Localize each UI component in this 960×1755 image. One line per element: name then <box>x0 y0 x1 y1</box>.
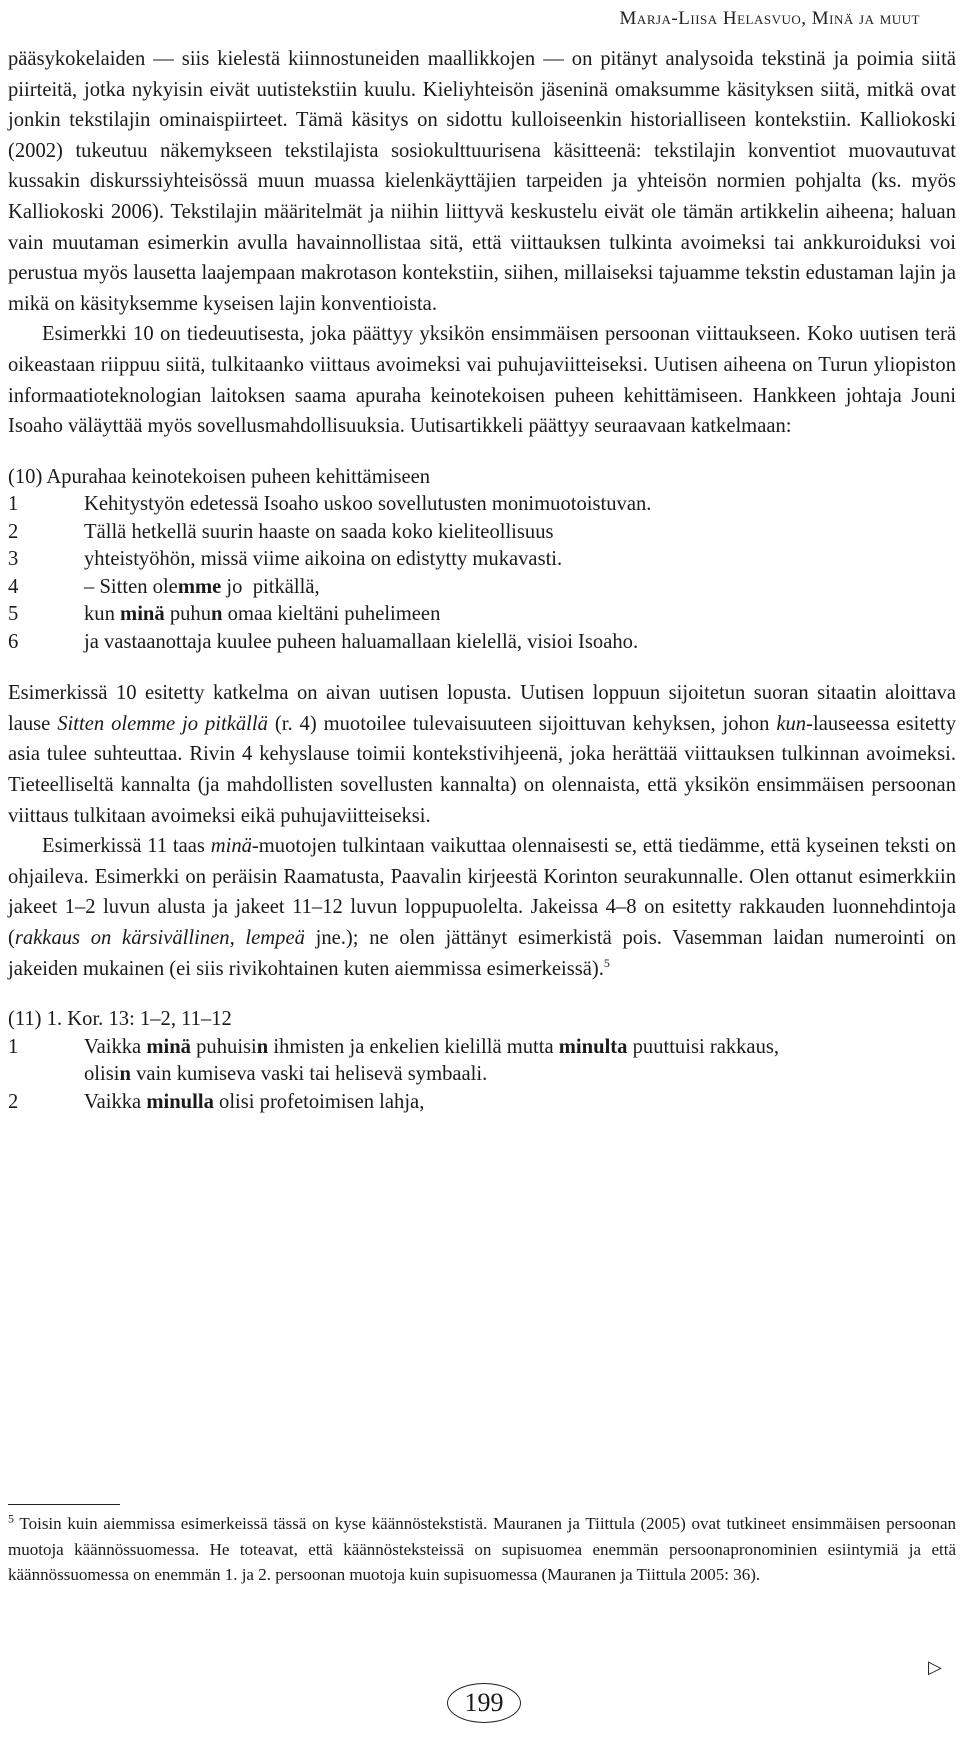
line-text <box>84 1089 956 1117</box>
text-segment: ihmisten ja enkelien kielillä mutta <box>268 1035 559 1058</box>
text-segment: omaa kieltäni puhelimeen <box>222 603 441 626</box>
example-line-continuation <box>8 1061 956 1089</box>
text-segment: puhu <box>164 603 212 626</box>
text-segment: (r. 4) muotoilee tulevaisuuteen sijoittuvan kehyksen, johon <box>267 712 777 735</box>
text-segment: Vaikka <box>84 1035 147 1058</box>
italic-segment: kun <box>776 712 807 735</box>
example-11-title: (11) 1. Kor. 13: 1–2, 11–12 <box>8 1008 232 1031</box>
italic-segment: rakkaus on kärsivällinen, lempeä <box>14 926 305 949</box>
line-text: Tällä hetkellä suurin haaste on saada koko kieliteollisuus <box>84 520 554 543</box>
line-text <box>84 601 956 629</box>
example-line <box>8 629 956 657</box>
text-segment: -lauseessa esitetty asia tulee suhteuttaa. Rivin 4 kehyslause toimii kontekstivihjeenä, joka herättää viittauksen tulkinnan avoimeksi. Tieteelliseltä kannalta (ja mahdollisten sovellusten kannalta) on olennaista, että yksikön ensimmäisen persoonan viittaus tulkitaan avoimeksi eikä puhujaviitteiseksi. <box>8 712 957 827</box>
line-text: Kehitystyön edetessä Isoaho uskoo sovellutusten monimuotoistuvan. <box>84 493 652 516</box>
paragraph-3 <box>8 678 956 831</box>
next-page-arrow-icon[interactable]: ▷ <box>928 1657 942 1677</box>
bold-segment: n <box>256 1035 269 1058</box>
line-number: 4 <box>8 575 19 598</box>
footnote-reference[interactable]: 5 <box>603 955 610 970</box>
italic-segment: minä <box>210 835 252 858</box>
line-text: yhteistyöhön, missä viime aikoina on edistytty mukavasti. <box>84 548 563 571</box>
example-line <box>8 519 956 547</box>
example-line <box>8 601 956 629</box>
example-line <box>8 1034 956 1062</box>
bold-segment: minä <box>120 603 165 626</box>
italic-segment: Sitten olemme jo pitkällä <box>57 712 268 735</box>
example-11 <box>8 1006 956 1116</box>
line-number: 3 <box>8 548 19 571</box>
text-segment: puhuisi <box>190 1035 257 1058</box>
text-segment: olisi profetoimisen lahja, <box>213 1090 425 1113</box>
footnote-text: Toisin kuin aiemmissa esimerkeissä tässä on kyse käännöstekstistä. Mauranen ja Tiittula (2005) ovat tutkineet ensimmäisen persoonan muotoja käännössuomessa. He toteavat, että käännösteksteissä on supisuomea enemmän persoonapronominien esiintymiä ja että käännössuomessa on enemmän 1. ja 2. persoonan muotoja kuin supisuomessa (Mauranen ja Tiittula 2005: 36). <box>8 1514 956 1584</box>
paragraph-2: Esimerkki 10 on tiedeuutisesta, joka päättyy yksikön ensimmäisen persoonan viittaukseen. Koko uutisen terä oikeastaan riippuu siitä, tulkitaanko viittaus avoimeksi vai puhujaviitteiseksi. Uutisen aiheena on Turun yliopiston informaatioteknologian laitoksen saama apuraha keinotekoisen puheen kehittämiseen. Hankkeen johtaja Jouni Isoaho väläyttää myös sovellusmahdollisuuksia. Uutisartikkeli päättyy seuraavaan katkelmaan: <box>8 323 956 438</box>
text-segment: Esimerkissä 10 esitetty katkelma on aivan uutisen lopusta. Uutisen loppuun sijoitetun suoran sitaatin aloittava lause <box>8 682 956 735</box>
line-number: 6 <box>8 630 19 653</box>
line-text <box>84 1034 956 1062</box>
text-segment: jo pitkällä, <box>221 575 320 598</box>
text-segment: puuttuisi rakkaus, <box>627 1035 780 1058</box>
line-number: 2 <box>8 520 19 543</box>
example-10 <box>8 464 956 657</box>
text-segment: vain kumiseva vaski tai helisevä symbaali. <box>130 1063 488 1086</box>
text-segment: kun <box>84 603 121 626</box>
example-line <box>8 491 956 519</box>
example-line <box>8 546 956 574</box>
text-segment: olisi <box>84 1063 120 1086</box>
footnote <box>8 1511 956 1588</box>
text-segment: jne.); ne olen jättänyt esimerkistä pois. Vasemman laidan numerointi on jakeiden mukainen (ei siis rivikohtainen kuten aiemmissa esimerkeissä). <box>8 926 956 980</box>
line-text: ja vastaanottaja kuulee puheen haluamallaan kielellä, visioi Isoaho. <box>84 630 639 653</box>
example-line <box>8 1089 956 1117</box>
bold-segment: mme <box>177 575 222 598</box>
running-head: Marja-Liisa Helasvuo, Minä ja muut <box>619 8 920 29</box>
paragraph-1: pääsykokelaiden — siis kielestä kiinnostuneiden maallikkojen — on pitänyt analysoida tekstinä ja poimia siitä piirteitä, jotka nykyisin eivät uutistekstiin kuulu. Kieliyhteisön jäseninä omaksumme käsityksen siitä, mitkä ovat jonkin tekstilajin ominaispiirteet. Tämä käsitys on sidottu kulloiseenkin historialliseen kontekstiin. Kalliokoski (2002) tukeutuu näkemykseen tekstilajista sosiokulttuurisena käsitteenä: tekstilajin konventiot muovautuvat kussakin diskurssiyhteisössä muun muassa kielenkäyttäjien tarpeiden ja yhteisön normien pohjalta (ks. myös Kalliokoski 2006). Tekstilajin määritelmät ja niihin liittyvä keskustelu eivät ole tämän artikkelin aiheena; haluan vain muutaman esimerkin avulla havainnollistaa sitä, että viittauksen tulkinta avoimeksi tai ankkuroiduksi voi perustua myös lausetta laajempaan makrotason kontekstiin, siihen, millaiseksi tajuamme tekstin edustaman lajin ja mikä on käsityksemme kyseisen lajin konventioista. <box>8 48 956 315</box>
page-number: 199 <box>447 1683 521 1723</box>
text-segment: -muotojen tulkintaan vaikuttaa olennaisesti se, että tiedämme, että kyseinen teksti on ohjaileva. Esimerkki on peräisin Raamatusta, Paavalin kirjeestä Korinton seurakunnalle. Olen ottanut esimerkkiin jakeet 1–2 luvun alusta ja jakeet 11–12 luvun loppupuolelta. Jakeissa 4–8 on esitetty rakkauden luonnehdintoja ( <box>8 835 956 949</box>
bold-segment: n <box>119 1063 131 1086</box>
bold-segment: n <box>211 603 223 626</box>
line-number: 5 <box>8 603 19 626</box>
bold-segment: minulla <box>146 1090 214 1113</box>
paragraph-4 <box>8 831 956 984</box>
text-segment: Vaikka <box>84 1090 147 1113</box>
example-line <box>8 574 956 602</box>
line-number: 2 <box>8 1090 19 1113</box>
footnote-marker: 5 <box>8 1511 14 1526</box>
text-segment: – Sitten ole <box>84 575 178 598</box>
line-number: 1 <box>8 1035 19 1058</box>
article-body <box>8 44 956 1138</box>
text-segment: Esimerkissä 11 taas <box>42 835 211 858</box>
line-number: 1 <box>8 493 19 516</box>
line-text <box>84 574 956 602</box>
bold-segment: minulta <box>558 1035 628 1058</box>
footnote-divider <box>8 1504 120 1505</box>
bold-segment: minä <box>146 1035 191 1058</box>
example-10-title: (10) Apurahaa keinotekoisen puheen kehittämiseen <box>8 465 431 488</box>
